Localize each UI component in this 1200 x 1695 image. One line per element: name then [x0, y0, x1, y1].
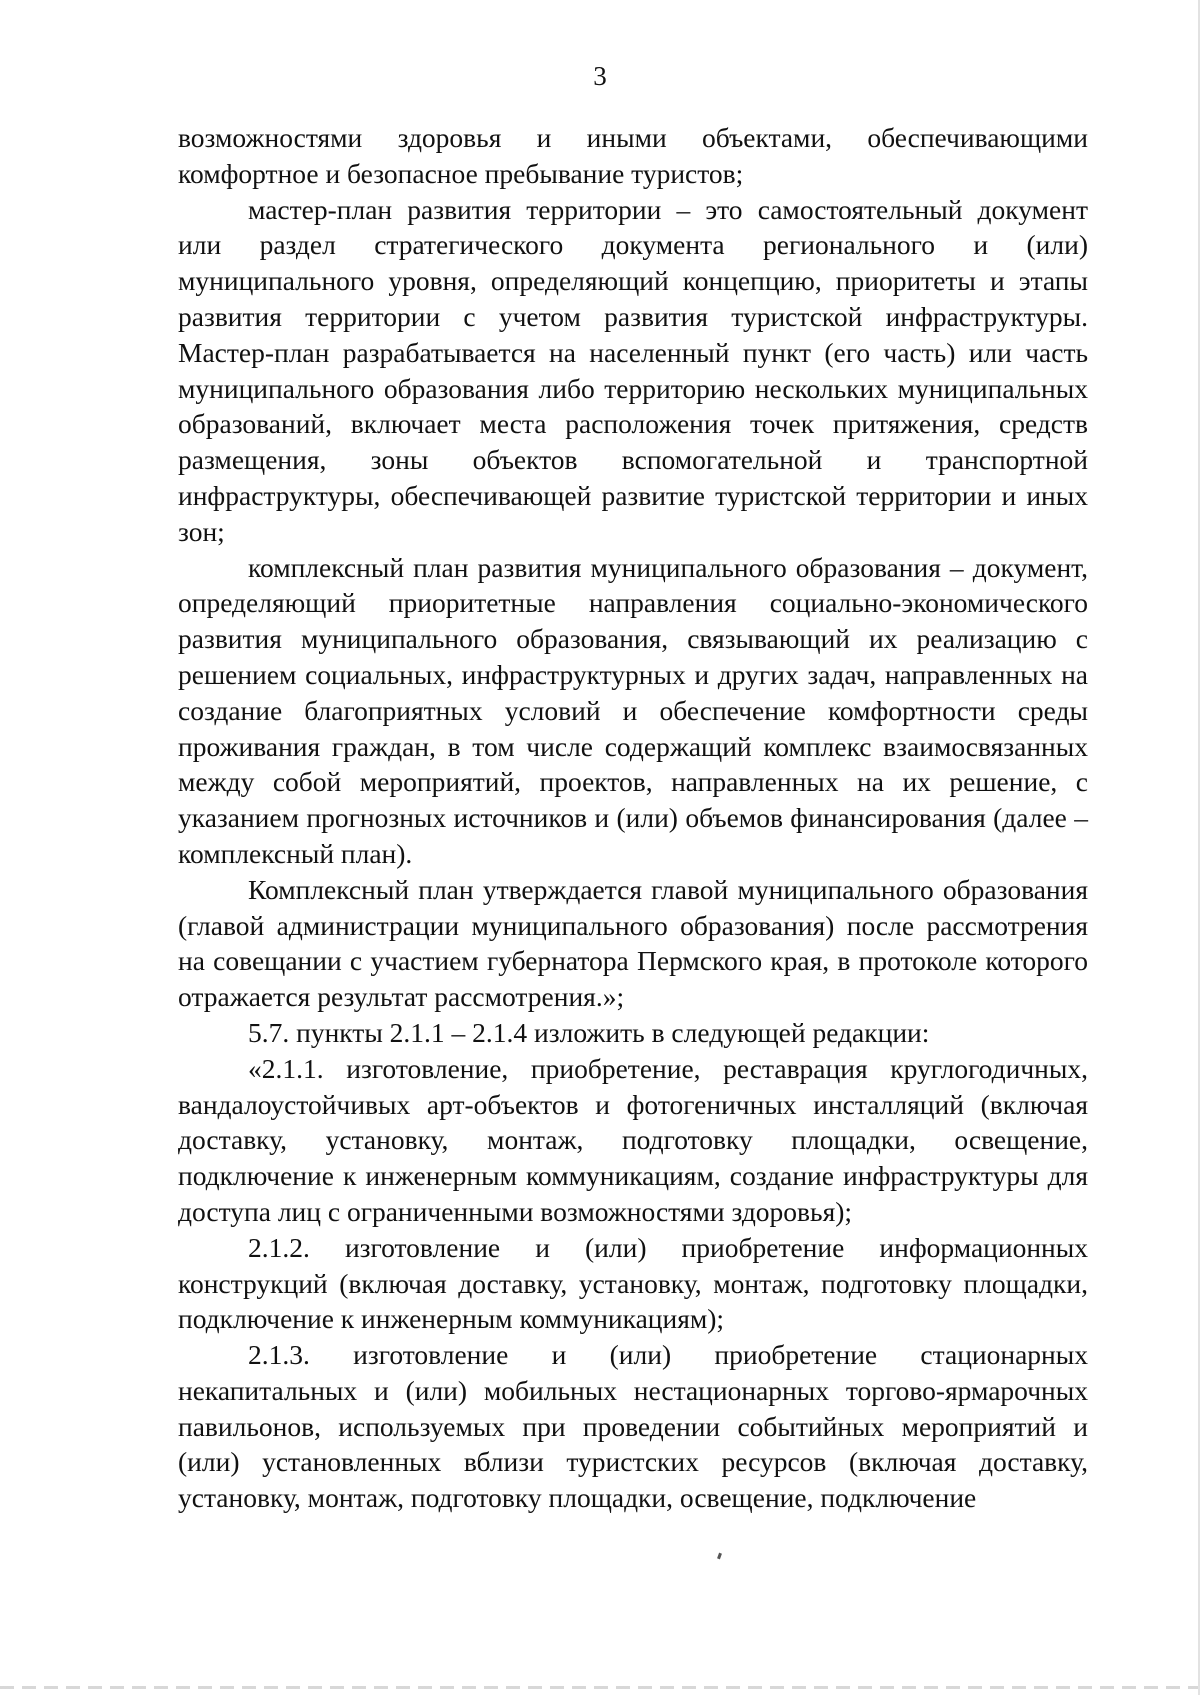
paragraph-item-2-1-3: 2.1.3. изготовление и (или) приобретение стационарных некапитальных и (или) мобильных нестационарных торгово-ярмарочных павильонов, используемых при проведении событийных мероприятий и (или) установленных вблизи туристских ресурсов (включая доставку, установку, монтаж, подготовку площадки, освещение, подключение [178, 1339, 1088, 1514]
document-body [178, 120, 1088, 1516]
paragraph-master-plan-definition: мастер-план развития территории – это самостоятельный документ или раздел стратегического документа регионального и (или) муниципального уровня, определяющий концепцию, приоритеты и этапы развития территории с учетом развития туристской инфраструктуры. Мастер-план разрабатывается на населенный пункт (его часть) или часть муниципального образования либо территорию нескольких муниципальных образований, включает места расположения точек притяжения, средств размещения, зоны объектов вспомогательной и транспортной инфраструктуры, обеспечивающей развитие туристской территории и иных зон; [178, 193, 1088, 547]
paragraph-item-2-1-1: «2.1.1. изготовление, приобретение, реставрация круглогодичных, вандалоустойчивых арт-объектов и фотогеничных инсталляций (включая доставку, установку, монтаж, подготовку площадки, освещение, подключение к инженерным коммуникациям, создание инфраструктуры для доступа лиц с ограниченными возможностями здоровья); [178, 1052, 1088, 1227]
paragraph-accessibility-continuation: возможностями здоровья и иными объектами, обеспечивающими комфортное и безопасное пребывание туристов; [178, 122, 1088, 189]
scan-speck [717, 1553, 722, 1560]
page-number: 3 [593, 61, 607, 91]
paragraph-amendment-5-7: 5.7. пункты 2.1.1 – 2.1.4 изложить в следующей редакции: [248, 1016, 930, 1048]
paragraph-item-2-1-2: 2.1.2. изготовление и (или) приобретение информационных конструкций (включая доставку, установку, монтаж, подготовку площадки, подключение к инженерным коммуникациям); [178, 1231, 1088, 1335]
paragraph-complex-plan-definition: комплексный план развития муниципального образования – документ, определяющий приоритетные направления социально-экономического развития муниципального образования, связывающий их реализацию с решением социальных, инфраструктурных и других задач, направленных на создание благоприятных условий и обеспечение комфортности среды проживания граждан, в том числе содержащий комплекс взаимосвязанных между собой мероприятий, проектов, направленных на их решение, с указанием прогнозных источников и (или) объемов финансирования (далее – комплексный план). [178, 551, 1088, 869]
paragraph-complex-plan-approval: Комплексный план утверждается главой муниципального образования (главой администрации муниципального образования) после рассмотрения на совещании с участием губернатора Пермского края, в протоколе которого отражается результат рассмотрения.»; [178, 873, 1088, 1013]
scan-bottom-edge [0, 1686, 1200, 1689]
